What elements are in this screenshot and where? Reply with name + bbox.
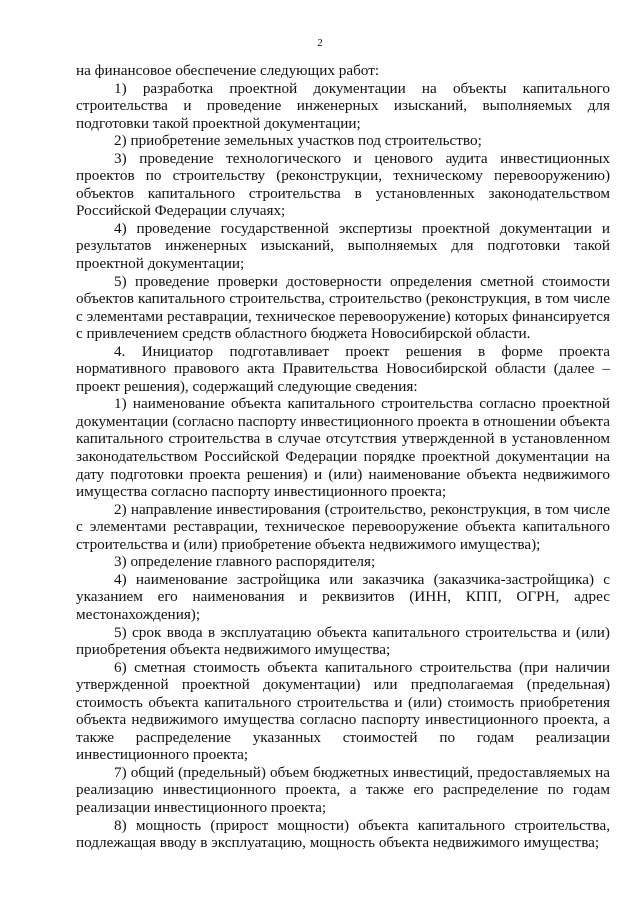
paragraph: 4) наименование застройщика или заказчика (заказчика-застройщика) с указанием его наименования и реквизитов (ИНН, КПП, ОГРН, адрес местонахождения); (76, 570, 610, 623)
paragraph: 2) направление инвестирования (строительство, реконструкция, в том числе с элементами реставрации, техническое перевооружение объекта капитального строительства и (или) приобретение объекта недвижимого имущества); (76, 500, 610, 553)
paragraph: 3) проведение технологического и ценового аудита инвестиционных проектов по строительству (реконструкции, техническому перевооружению) объектов капитального строительства в установленных законодательством Российской Федерации случаях; (76, 149, 610, 220)
paragraph: 2) приобретение земельных участков под строительство; (114, 132, 482, 150)
paragraph: 7) общий (предельный) объем бюджетных инвестиций, предоставляемых на реализацию инвестиционного проекта, а также его распределение по годам реализации инвестиционного проекта; (76, 763, 610, 816)
page-number: 2 (317, 37, 323, 49)
paragraph: 4. Инициатор подготавливает проект решения в форме проекта нормативного правового акта Правительства Новосибирской области (далее – проект решения), содержащий следующие сведения: (76, 342, 610, 395)
paragraph: 1) наименование объекта капитального строительства согласно проектной документации (согласно паспорту инвестиционного проекта в отношении объекта капитального строительства в случае отсутствия утвержденной в установленном законодательством Российской Федерации порядке проектной документации на дату подготовки проекта решения) и (или) наименование объекта недвижимого имущества согласно паспорту инвестиционного проекта; (76, 395, 610, 501)
paragraph: 5) срок ввода в эксплуатацию объекта капитального строительства и (или) приобретения объекта недвижимого имущества; (76, 623, 610, 659)
document-body (76, 62, 610, 852)
paragraph: на финансовое обеспечение следующих работ: (76, 62, 380, 79)
paragraph: 1) разработка проектной документации на объекты капитального строительства и проведение инженерных изысканий, выполняемых для подготовки такой проектной документации; (76, 79, 610, 132)
paragraph: 4) проведение государственной экспертизы проектной документации и результатов инженерных изысканий, выполняемых для подготовки такой проектной документации; (76, 219, 610, 273)
paragraph: 8) мощность (прирост мощности) объекта капитального строительства, подлежащая вводу в эксплуатацию, мощность объекта недвижимого имущества; (76, 816, 610, 852)
paragraph: 3) определение главного распорядителя; (114, 553, 376, 571)
paragraph: 5) проведение проверки достоверности определения сметной стоимости объектов капитального строительства, строительство (реконструкция, в том числе с элементами реставрации, техническое перевооружение) которых финансируется с привлечением средств областного бюджета Новосибирской области. (76, 272, 610, 343)
paragraph: 6) сметная стоимость объекта капитального строительства (при наличии утвержденной проектной документации) или предполагаемая (предельная) стоимость объекта капитального строительства и (или) стоимость приобретения объекта недвижимого имущества согласно паспорту инвестиционного проекта, а также распределение указанных стоимостей по годам реализации инвестиционного проекта; (76, 658, 610, 764)
